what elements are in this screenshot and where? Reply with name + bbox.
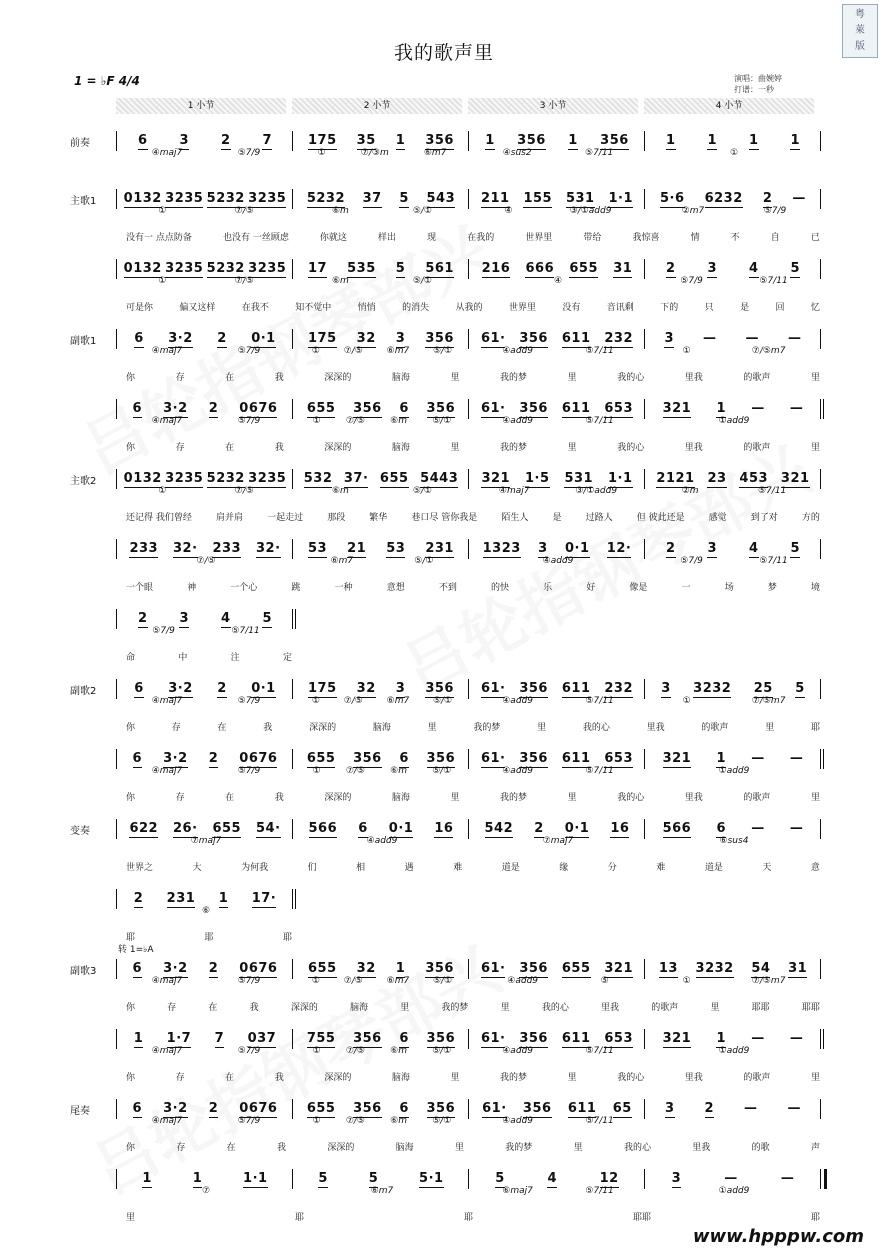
barline bbox=[820, 1099, 828, 1119]
lyrics-line: 你 存 在 我 深深的 脑海 里 我的梦 里 我的心 里我 的歌声 里 bbox=[126, 373, 820, 383]
measure-notes: 566 6 — — bbox=[662, 821, 804, 836]
measure bbox=[644, 398, 820, 428]
measure-notes: 175 35 1 356 bbox=[308, 133, 454, 148]
measure-chords: ④maj7 ⑤7/9 bbox=[151, 148, 261, 158]
lyrics-line: 你 存 在 我 深深的 脑海 里 我的梦 里 我的心 里我 的歌声 里 bbox=[126, 793, 820, 803]
measure-chords: ① ⑦/⑤ ⑥m7 ⑤/① bbox=[311, 976, 453, 986]
measure bbox=[292, 398, 468, 428]
measure-notes: 1 356 1 356 bbox=[485, 133, 629, 148]
measure-header-1: 1 小节 bbox=[116, 98, 286, 114]
measure-notes: 3 2 — — bbox=[664, 1101, 801, 1116]
measure bbox=[644, 678, 820, 708]
measure bbox=[468, 188, 644, 218]
measure bbox=[116, 1028, 292, 1058]
measure-chords: ⑦maj7 bbox=[190, 836, 222, 846]
measure bbox=[644, 258, 820, 288]
measure-header-3: 3 小节 bbox=[468, 98, 638, 114]
measure bbox=[116, 538, 292, 568]
measure-chords: ① ⑦/⑤ bbox=[158, 486, 254, 496]
measure bbox=[116, 608, 292, 638]
lyrics-line: 你 存 在 我 深深的 脑海 里 我的梦 里 我的心 里我 的歌声 里 耶 bbox=[126, 723, 820, 733]
measure bbox=[468, 1098, 644, 1128]
measure bbox=[116, 958, 292, 988]
measure-notes: 61· 356 611 232 bbox=[480, 331, 634, 346]
measure-header-4: 4 小节 bbox=[644, 98, 814, 114]
measure-notes: 211 155 531 1·1 bbox=[480, 191, 634, 206]
song-title: 我的歌声里 bbox=[393, 42, 494, 64]
key-signature: 1 = ♭F 4/4 bbox=[74, 74, 140, 88]
measure bbox=[292, 818, 468, 848]
barline bbox=[820, 329, 828, 349]
barline bbox=[820, 259, 828, 279]
measure-notes: 1 1 1·1 bbox=[142, 1171, 268, 1186]
barline bbox=[820, 189, 828, 209]
measure-notes: 1323 3 0·1 12· bbox=[482, 541, 632, 556]
measure-chords: ④sus2 ⑤7/11 bbox=[502, 148, 614, 158]
measure bbox=[644, 188, 820, 218]
measure-chords: ④add9 bbox=[542, 556, 574, 566]
measure-notes: 1 1·7 7 037 bbox=[133, 1031, 277, 1046]
measure bbox=[116, 818, 292, 848]
measure bbox=[292, 1098, 468, 1128]
measure-notes: 6 3·2 2 0·1 bbox=[134, 681, 276, 696]
measure-chords: ④ bbox=[553, 276, 563, 286]
measure bbox=[468, 130, 644, 160]
measure bbox=[292, 538, 468, 568]
measure-notes: 566 6 0·1 16 bbox=[308, 821, 454, 836]
measure-chords: ① ⑦/⑤m7 bbox=[682, 696, 786, 706]
measure-chords: ①add9 bbox=[718, 1186, 750, 1196]
measure bbox=[468, 538, 644, 568]
measure-chords: ②m7 ⑤7/9 bbox=[681, 206, 787, 216]
measure-notes: 5 4 12 bbox=[495, 1171, 619, 1186]
measure-chords: ④ ③/①add9 bbox=[504, 206, 612, 216]
score-system bbox=[116, 678, 822, 708]
measure-notes: 61· 356 611 653 bbox=[480, 1031, 634, 1046]
measure bbox=[116, 398, 292, 428]
measure-chords: ⑦/⑤ bbox=[196, 556, 216, 566]
lyrics-line: 可是你 偏又这样 在我不 知不觉中 悄悄 的消失 从我的 世界里 没有 音讯剩 下的 只 是 回 忆 bbox=[126, 303, 820, 313]
measure-chords: ① bbox=[729, 148, 739, 158]
measure-notes: 0132 3235 5232 3235 bbox=[123, 261, 287, 276]
measure-chords: ④maj7 ⑤7/9 bbox=[151, 1046, 261, 1056]
lyrics-line: 你 存 在 我 深深的 脑海 里 我的梦 里 我的心 里我 的歌声 里 bbox=[126, 1073, 820, 1083]
measure-notes: 1 1 1 1 bbox=[665, 133, 801, 148]
measure-notes: 2 3 4 5 bbox=[665, 261, 801, 276]
score-system bbox=[116, 398, 822, 428]
measure bbox=[292, 188, 468, 218]
measure-notes: 3 — — bbox=[671, 1171, 795, 1186]
measure-chords: ④add9 ⑤7/11 bbox=[502, 1046, 614, 1056]
measure bbox=[644, 468, 820, 498]
lyrics-line: 还记得 我们曾经 肩并肩 一起走过 那段 繁华 巷口尽 管你我是 陌生人 是 过路人 但 彼此还是 感觉 到了对 方的 bbox=[126, 513, 820, 523]
measure-chords: ⑥m ⑤/① bbox=[331, 206, 432, 216]
measure bbox=[292, 1028, 468, 1058]
measure-notes: 5232 37 5 543 bbox=[306, 191, 456, 206]
measure bbox=[116, 188, 292, 218]
measure-header-2: 2 小节 bbox=[292, 98, 462, 114]
section-label: 副歌3 bbox=[70, 966, 97, 977]
score-system bbox=[116, 1028, 822, 1058]
score-system bbox=[116, 1168, 822, 1198]
section-label: 主歌2 bbox=[70, 476, 97, 487]
barline bbox=[292, 609, 300, 629]
measure bbox=[468, 748, 644, 778]
measure-notes: 6 3·2 2 0676 bbox=[132, 1101, 278, 1116]
final-barline bbox=[820, 1169, 828, 1189]
measure-notes: 655 356 6 356 bbox=[306, 751, 456, 766]
score-system bbox=[116, 538, 822, 568]
measure bbox=[644, 328, 820, 358]
measure-notes: 216 666 655 31 bbox=[481, 261, 633, 276]
measure bbox=[292, 748, 468, 778]
measure-chords: ④maj7 ③/①add9 bbox=[498, 486, 618, 496]
measure-chords: ① ⑦/⑤ ⑥m7 ⑤/① bbox=[311, 346, 453, 356]
section-label: 副歌2 bbox=[70, 686, 97, 697]
measure-notes: 2 3 4 5 bbox=[665, 541, 801, 556]
measure-chords: ① ⑦/⑤ bbox=[158, 276, 254, 286]
score-system bbox=[116, 258, 822, 288]
measure bbox=[644, 1098, 820, 1128]
measure-notes: 532 37· 655 5443 bbox=[303, 471, 459, 486]
score-system bbox=[116, 958, 822, 988]
modulation-mark: 转 1=♭A bbox=[118, 945, 154, 955]
measure-chords: ① ⑦/⑤ ⑥m ⑤/① bbox=[312, 766, 452, 776]
measure-notes: 6 3·2 2 0676 bbox=[132, 401, 278, 416]
measure bbox=[116, 328, 292, 358]
measure bbox=[116, 1098, 292, 1128]
measure-chords: ④maj7 ⑤7/9 bbox=[151, 976, 261, 986]
measure-chords: ②m ⑤7/11 bbox=[681, 486, 787, 496]
score-system bbox=[116, 608, 822, 638]
lyrics-line: 你 存 在 我 深深的 脑海 里 我的梦 里 我的心 里我 的歌声 里 耶耶 耶耶 bbox=[126, 1003, 820, 1013]
measure-notes: 61· 356 611 653 bbox=[480, 751, 634, 766]
measure bbox=[116, 678, 292, 708]
measure-chords: ① ⑦/⑤ ⑥m7 ⑤/① bbox=[311, 696, 453, 706]
measure bbox=[644, 130, 820, 160]
measure-notes: 3 3232 25 5 bbox=[661, 681, 805, 696]
section-label: 变奏 bbox=[70, 826, 90, 837]
barline bbox=[820, 1029, 828, 1049]
measure bbox=[644, 538, 820, 568]
section-label: 副歌1 bbox=[70, 336, 97, 347]
measure-notes: 6 3·2 2 0·1 bbox=[134, 331, 276, 346]
measure-chords: ⑥m ⑤/① bbox=[331, 486, 432, 496]
arranger-credit: 打谱：一秒 bbox=[734, 85, 774, 94]
measure bbox=[116, 258, 292, 288]
measure-notes: 655 356 6 356 bbox=[306, 1101, 456, 1116]
measure bbox=[292, 958, 468, 988]
measure-notes: 6 3·2 2 0676 bbox=[132, 751, 278, 766]
measure bbox=[468, 1168, 644, 1198]
measure bbox=[468, 678, 644, 708]
measure-chords: ⑥m7 ⑤/① bbox=[330, 556, 434, 566]
barline bbox=[820, 469, 828, 489]
measure-chords: ④maj7 ⑤7/9 bbox=[151, 1116, 261, 1126]
edition-badge: 粤 萊 版 bbox=[842, 4, 878, 58]
measure bbox=[116, 130, 292, 160]
score-system bbox=[116, 1098, 822, 1128]
measure-chords: ① ⑦/③m ⑥m7 bbox=[317, 148, 447, 158]
measure-notes: 321 1 — — bbox=[662, 401, 804, 416]
measure-notes: 655 32 1 356 bbox=[308, 961, 454, 976]
lyrics-line: 你 存 在 我 深深的 脑海 里 我的梦 里 我的心 里我 的歌 声 bbox=[126, 1143, 820, 1153]
measure-chords: ④add9 ⑤7/11 bbox=[502, 766, 614, 776]
measure-chords: ① ⑦/⑤m7 bbox=[682, 346, 786, 356]
measure bbox=[292, 328, 468, 358]
measure bbox=[468, 1028, 644, 1058]
measure-notes: 61· 356 611 65 bbox=[482, 1101, 632, 1116]
measure bbox=[116, 748, 292, 778]
singer-credit: 演唱：曲婉婷 bbox=[734, 74, 782, 83]
section-label: 尾奏 bbox=[70, 1106, 90, 1117]
score-system bbox=[116, 818, 822, 848]
barline bbox=[820, 679, 828, 699]
measure-chords: ⑤7/9 ⑤7/11 bbox=[152, 626, 260, 636]
measure-chords: ①add9 bbox=[718, 766, 750, 776]
measure-chords: ④maj7 ⑤7/9 bbox=[151, 696, 261, 706]
measure bbox=[468, 468, 644, 498]
barline bbox=[820, 959, 828, 979]
measure-chords: ⑥m7 bbox=[370, 1186, 394, 1196]
barline bbox=[292, 889, 300, 909]
barline bbox=[820, 749, 828, 769]
measure bbox=[468, 958, 644, 988]
measure-notes: 53 21 53 231 bbox=[308, 541, 454, 556]
measure-notes: 61· 356 611 232 bbox=[480, 681, 634, 696]
measure-notes: 13 3232 54 31 bbox=[658, 961, 808, 976]
measure-notes: 5 5 5·1 bbox=[318, 1171, 444, 1186]
measure-chords: ① ⑦/⑤ ⑥m ⑤/① bbox=[312, 416, 452, 426]
measure-chords: ④maj7 ⑤7/9 bbox=[151, 766, 261, 776]
measure bbox=[468, 398, 644, 428]
measure bbox=[644, 1028, 820, 1058]
score-system bbox=[116, 888, 822, 918]
measure-chords: ⑤7/9 ⑤7/11 bbox=[680, 556, 788, 566]
measure-notes: 321 1 — — bbox=[662, 1031, 804, 1046]
measure-notes: 2 3 4 5 bbox=[137, 611, 273, 626]
barline bbox=[820, 819, 828, 839]
measure-notes: 233 32· 233 32· bbox=[129, 541, 281, 556]
measure bbox=[292, 130, 468, 160]
score-system bbox=[116, 748, 822, 778]
website-footer: www.hpppw.com bbox=[692, 1226, 864, 1247]
score-system bbox=[116, 328, 822, 358]
measure-notes: 755 356 6 356 bbox=[306, 1031, 456, 1046]
measure-notes: 622 26· 655 54· bbox=[129, 821, 281, 836]
lyrics-line: 世界之 大 为何我 们 相 遇 难 道是 缘 分 难 道是 天 意 bbox=[126, 863, 820, 873]
measure-chords: ⑥m ⑤/① bbox=[331, 276, 432, 286]
section-label: 前奏 bbox=[70, 138, 90, 149]
measure bbox=[116, 888, 292, 918]
score-system bbox=[116, 130, 822, 160]
measure bbox=[292, 468, 468, 498]
measure-chords: ④add9 ⑤ bbox=[507, 976, 609, 986]
measure-notes: 175 32 3 356 bbox=[308, 331, 454, 346]
measure bbox=[292, 258, 468, 288]
measure-notes: 5·6 6232 2 — bbox=[660, 191, 806, 206]
measure-chords: ⑦ bbox=[201, 1186, 211, 1196]
lyrics-line: 没有一 点点防备 也没有 一丝顾虑 你就这 样出 现 在我的 世界里 带给 我惊喜 情 不 自 已 bbox=[126, 233, 820, 243]
measure-chords: ⑤7/9 ⑤7/11 bbox=[680, 276, 788, 286]
measure bbox=[468, 258, 644, 288]
lyrics-line: 命 中 注 定 bbox=[126, 653, 292, 663]
measure bbox=[468, 818, 644, 848]
score-system bbox=[116, 188, 822, 218]
measure-chords: ① ⑦/⑤ bbox=[158, 206, 254, 216]
measure-notes: 321 1 — — bbox=[662, 751, 804, 766]
measure bbox=[644, 748, 820, 778]
measure-chords: ⑦maj7 bbox=[542, 836, 574, 846]
measure-chords: ④add9 ⑤7/11 bbox=[502, 346, 614, 356]
measure bbox=[468, 328, 644, 358]
measure bbox=[292, 678, 468, 708]
measure-chords: ④add9 ⑤7/11 bbox=[502, 696, 614, 706]
measure bbox=[292, 1168, 468, 1198]
measure bbox=[644, 1168, 820, 1198]
measure-notes: 2 231 1 17· bbox=[133, 891, 277, 906]
measure-notes: 321 1·5 531 1·1 bbox=[481, 471, 633, 486]
measure-chords: ① ⑦/⑤m7 bbox=[682, 976, 786, 986]
measure-chords: ⑥sus4 bbox=[719, 836, 749, 846]
measure-chords: ① ⑦/⑤ ⑥m ⑤/① bbox=[312, 1116, 452, 1126]
measure-notes: 6 3·2 2 0676 bbox=[132, 961, 278, 976]
measure-notes: 175 32 3 356 bbox=[308, 681, 454, 696]
measure bbox=[116, 1168, 292, 1198]
measure-notes: 61· 356 611 653 bbox=[480, 401, 634, 416]
measure-chords: ④add9 ⑤7/11 bbox=[502, 1116, 614, 1126]
lyrics-line: 耶 耶 耶 bbox=[126, 933, 292, 943]
score-system bbox=[116, 468, 822, 498]
measure-notes: 61· 356 655 321 bbox=[480, 961, 634, 976]
lyrics-line: 你 存 在 我 深深的 脑海 里 我的梦 里 我的心 里我 的歌声 里 bbox=[126, 443, 820, 453]
measure-chords: ①add9 bbox=[718, 1046, 750, 1056]
measure-notes: 6 3 2 7 bbox=[137, 133, 273, 148]
section-label: 主歌1 bbox=[70, 196, 97, 207]
measure-chords: ④add9 ⑤7/11 bbox=[502, 416, 614, 426]
measure-notes: 3 — — — bbox=[664, 331, 802, 346]
measure-chords: ⑥maj7 ⑤7/11 bbox=[502, 1186, 614, 1196]
barline bbox=[820, 131, 828, 151]
measure-notes: 0132 3235 5232 3235 bbox=[123, 471, 287, 486]
measure-notes: 0132 3235 5232 3235 bbox=[123, 191, 287, 206]
measure-chords: ④maj7 ⑤7/9 bbox=[151, 416, 261, 426]
measure-notes: 655 356 6 356 bbox=[306, 401, 456, 416]
barline bbox=[820, 539, 828, 559]
measure-chords: ① ⑦/⑤ ⑥m ⑤/① bbox=[312, 1046, 452, 1056]
measure-chords: ④add9 bbox=[366, 836, 398, 846]
measure-notes: 2121 23 453 321 bbox=[656, 471, 810, 486]
barline bbox=[820, 399, 828, 419]
measure-chords: ⑥ bbox=[201, 906, 211, 916]
measure-notes: 542 2 0·1 16 bbox=[484, 821, 630, 836]
measure bbox=[116, 468, 292, 498]
lyrics-line: 里 耶 耶 耶耶 耶 bbox=[126, 1213, 820, 1223]
measure-chords: ①add9 bbox=[718, 416, 750, 426]
measure bbox=[644, 958, 820, 988]
lyrics-line: 一个眼 神 一个心 跳 一种 意想 不到 的快 乐 好 像是 一 场 梦 境 bbox=[126, 583, 820, 593]
measure-notes: 17 535 5 561 bbox=[308, 261, 454, 276]
measure-chords: ④maj7 ⑤7/9 bbox=[151, 346, 261, 356]
measure bbox=[644, 818, 820, 848]
